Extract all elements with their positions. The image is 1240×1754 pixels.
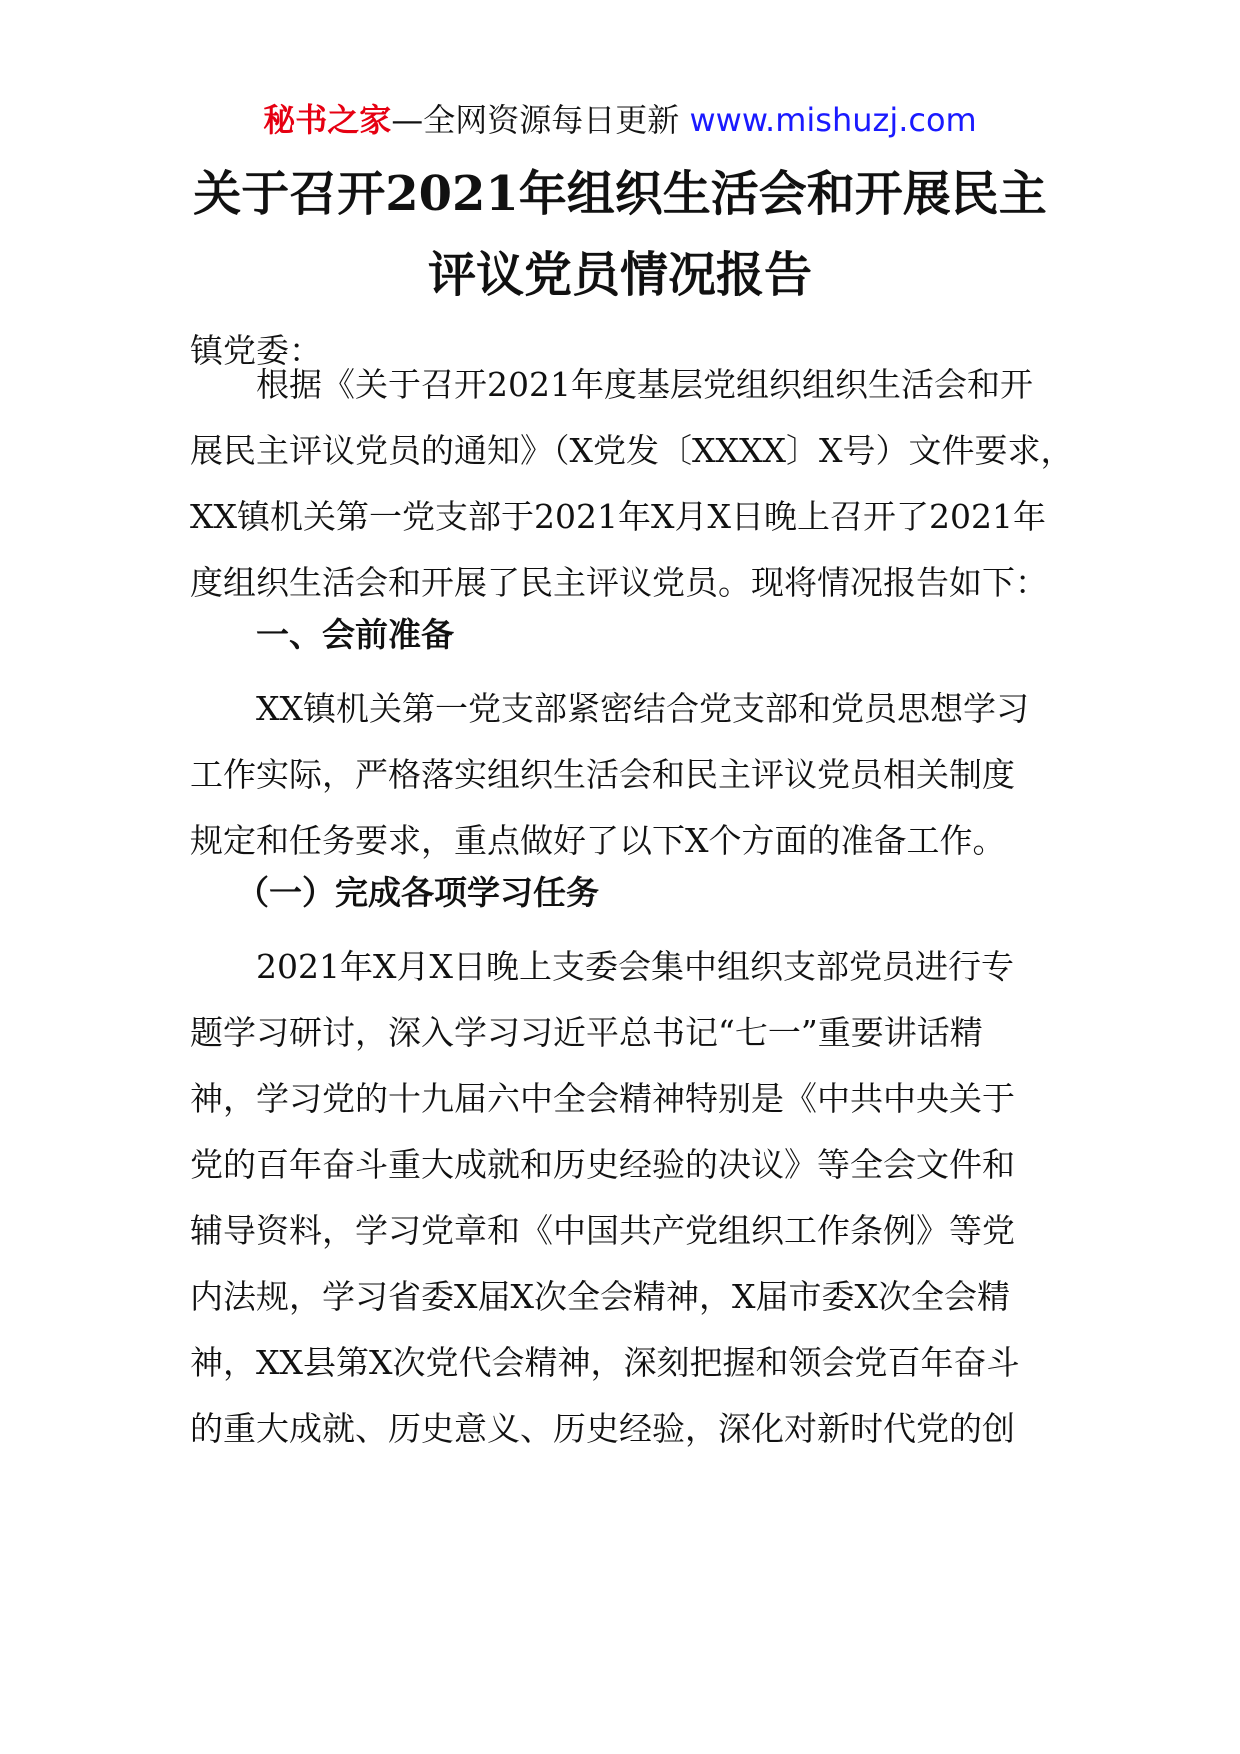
paragraph-line: 辅导资料，学习党章和《中国共产党组织工作条例》等党 [190,1211,1015,1250]
document-title-line-1: 关于召开2021年组织生活会和开展民主 [193,166,1047,222]
header-tagline: —全网资源每日更新 [391,101,680,139]
paragraph-line: 神，学习党的十九届六中全会精神特别是《中共中央关于 [190,1079,1015,1118]
paragraph-line: 题学习研讨，深入学习习近平总书记“七一”重要讲话精 [190,1013,983,1052]
paragraph-line: 内法规，学习省委X届X次全会精神，X届市委X次全会精 [190,1277,1010,1316]
paragraph-line: XX镇机关第一党支部于2021年X月X日晚上召开了2021年 [190,497,1046,536]
paragraph-line: 度组织生活会和开展了民主评议党员。现将情况报告如下： [190,563,1048,602]
section-heading-1: 一、会前准备 [256,615,454,654]
paragraph-line: 根据《关于召开2021年度基层党组织组织生活会和开 [256,365,1033,404]
site-header [0,98,1240,142]
site-url-link[interactable]: www.mishuzj.com [689,101,977,139]
paragraph-line: 展民主评议党员的通知》（X党发〔XXXX〕X号）文件要求， [190,431,1074,470]
brand-name: 秘书之家 [263,101,392,139]
paragraph-1 [190,352,1074,616]
paragraph-line: 规定和任务要求，重点做好了以下X个方面的准备工作。 [190,821,1006,860]
paragraph-2 [190,676,1060,874]
paragraph-line: XX镇机关第一党支部紧密结合党支部和党员思想学习 [256,689,1029,728]
paragraph-line: 党的百年奋斗重大成就和历史经验的决议》等全会文件和 [190,1145,1015,1184]
paragraph-line: 的重大成就、历史意义、历史经验，深化对新时代党的创 [190,1409,1015,1448]
document-title-line-2: 评议党员情况报告 [427,247,812,303]
section-heading-2: （一）完成各项学习任务 [236,873,599,912]
paragraph-3 [190,934,1060,1462]
paragraph-line: 神，XX县第X次党代会精神，深刻把握和领会党百年奋斗 [190,1343,1020,1382]
paragraph-line: 工作实际，严格落实组织生活会和民主评议党员相关制度 [190,755,1015,794]
paragraph-line: 2021年X月X日晚上支委会集中组织支部党员进行专 [256,947,1014,986]
salutation: 镇党委： [190,331,322,370]
